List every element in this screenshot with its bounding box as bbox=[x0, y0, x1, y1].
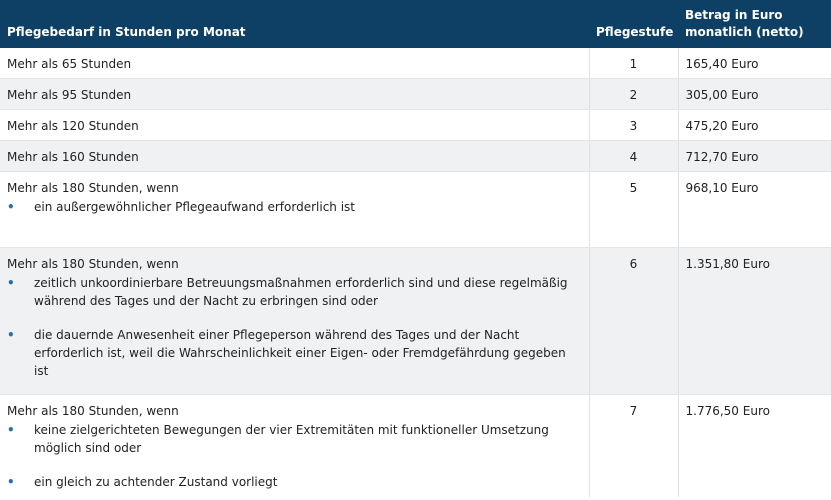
condition-text: zeitlich unkoordinierbare Betreuungsmaßnahmen erforderlich sind und diese regelmäßig während des Tages und der Nacht zu erbringen sind oder bbox=[34, 276, 568, 308]
requirement-text: Mehr als 180 Stunden, wenn bbox=[7, 181, 179, 195]
cell-requirement: Mehr als 65 Stunden bbox=[0, 48, 589, 79]
condition-text: ein außergewöhnlicher Pflegeaufwand erforderlich ist bbox=[34, 200, 355, 214]
list-item bbox=[7, 326, 582, 380]
cell-amount: 1.776,50 Euro bbox=[685, 404, 770, 418]
cell-level: 5 bbox=[589, 172, 678, 248]
cell-requirement: Mehr als 160 Stunden bbox=[0, 141, 589, 172]
table-row bbox=[0, 79, 831, 110]
condition-text: die dauernde Anwesenheit einer Pflegeperson während des Tages und der Nacht erforderlich ist, weil die Wahrscheinlichkeit einer Eigen- oder Fremdgefährdung gegeben ist bbox=[34, 328, 566, 378]
cell-requirement: Mehr als 120 Stunden bbox=[0, 110, 589, 141]
header-amount bbox=[678, 0, 831, 48]
cell-level: 1 bbox=[589, 48, 678, 79]
bullet-icon: • bbox=[7, 475, 15, 489]
cell-amount: 968,10 Euro bbox=[678, 172, 831, 248]
list-item bbox=[7, 198, 582, 216]
requirement-text: Mehr als 180 Stunden, wenn bbox=[7, 257, 179, 271]
header-amount-line2: monatlich (netto) bbox=[685, 25, 804, 39]
bullet-icon: • bbox=[7, 276, 15, 290]
table-row bbox=[0, 110, 831, 141]
condition-text: ein gleich zu achtender Zustand vorliegt bbox=[34, 475, 278, 489]
list-item bbox=[7, 473, 582, 491]
table-row bbox=[0, 172, 831, 248]
condition-list bbox=[7, 274, 582, 380]
table-row bbox=[0, 248, 831, 395]
requirement-text: Mehr als 180 Stunden, wenn bbox=[7, 404, 179, 418]
cell-requirement bbox=[0, 248, 589, 395]
cell-amount: 305,00 Euro bbox=[678, 79, 831, 110]
cell-level: 4 bbox=[589, 141, 678, 172]
header-care-hours: Pflegebedarf in Stunden pro Monat bbox=[0, 0, 589, 48]
cell-level: 3 bbox=[589, 110, 678, 141]
header-care-level: Pflegestufe bbox=[589, 0, 678, 48]
cell-amount: 475,20 Euro bbox=[678, 110, 831, 141]
cell-amount: 1.351,80 Euro bbox=[678, 248, 831, 395]
table-row bbox=[0, 48, 831, 79]
condition-text: keine zielgerichteten Bewegungen der vier Extremitäten mit funktioneller Umsetzung möglich sind oder bbox=[34, 423, 549, 455]
bullet-icon: • bbox=[7, 200, 15, 214]
list-item bbox=[7, 274, 582, 310]
cell-amount: 165,40 Euro bbox=[678, 48, 831, 79]
bullet-icon: • bbox=[7, 423, 15, 437]
cell-requirement bbox=[0, 395, 589, 498]
cell-level: 6 bbox=[589, 248, 678, 395]
list-item bbox=[7, 421, 582, 457]
cell-requirement bbox=[0, 172, 589, 248]
table-header bbox=[0, 0, 831, 48]
condition-list bbox=[7, 421, 582, 491]
cell-level: 2 bbox=[589, 79, 678, 110]
bullet-icon: • bbox=[7, 328, 15, 342]
cell-level: 7 bbox=[589, 395, 678, 498]
table-row bbox=[0, 141, 831, 172]
cell-amount: 712,70 Euro bbox=[678, 141, 831, 172]
cell-requirement: Mehr als 95 Stunden bbox=[0, 79, 589, 110]
header-amount-line1: Betrag in Euro bbox=[685, 8, 783, 22]
table-row bbox=[0, 395, 831, 498]
condition-list bbox=[7, 198, 582, 216]
